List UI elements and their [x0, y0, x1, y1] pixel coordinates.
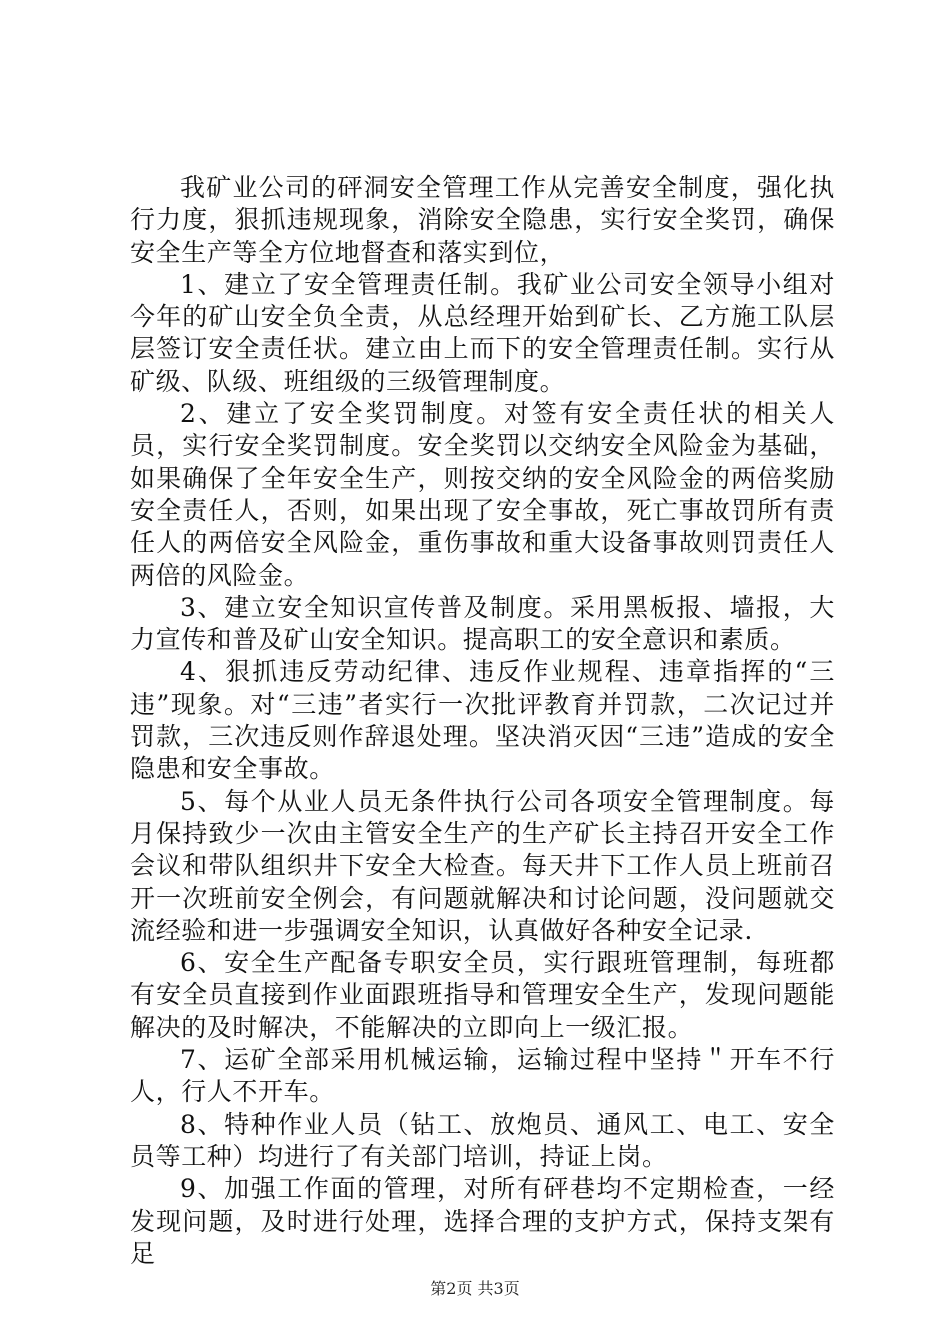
- paragraph-intro: 我矿业公司的砰洞安全管理工作从完善安全制度，强化执行力度，狠抓违规现象，消除安全隐患，实行安全奖罚，确保安全生产等全方位地督查和落实到位，: [130, 173, 835, 267]
- paragraph-item-6: 6、安全生产配备专职安全员，实行跟班管理制，每班都有安全员直接到作业面跟班指导和管理安全生产，发现问题能解决的及时解决，不能解决的立即向上一级汇报。: [130, 948, 835, 1042]
- paragraph-item-4: 4、狠抓违反劳动纪律、违反作业规程、违章指挥的“三违”现象。对“三违”者实行一次批评教育并罚款，二次记过并罚款，三次违反则作辞退处理。坚决消灭因“三违”造成的安全隐患和安全事故。: [130, 657, 835, 784]
- paragraph-item-2: 2、建立了安全奖罚制度。对签有安全责任状的相关人员，实行安全奖罚制度。安全奖罚以交纳安全风险金为基础，如果确保了全年安全生产，则按交纳的安全风险金的两倍奖励安全责任人，否则，如果出现了安全事故，死亡事故罚所有责任人的两倍安全风险金，重伤事故和重大设备事故则罚责任人两倍的风险金。: [130, 399, 835, 590]
- document-body: [130, 172, 835, 1270]
- paragraph-item-7: 7、运矿全部采用机械运输，运输过程中坚持＂开车不行人，行人不开车。: [130, 1045, 835, 1107]
- page-number-label: 第2页 共3页: [430, 1279, 520, 1298]
- paragraph-item-5: 5、每个从业人员无条件执行公司各项安全管理制度。每月保持致少一次由主管安全生产的生产矿长主持召开安全工作会议和带队组织井下安全大检查。每天井下工作人员上班前召开一次班前安全例会，有问题就解决和讨论问题，没问题就交流经验和进一步强调安全知识，认真做好各种安全记录.: [130, 786, 835, 945]
- paragraph-item-8: 8、特种作业人员（钻工、放炮员、通风工、电工、安全员等工种）均进行了有关部门培训，持证上岗。: [130, 1109, 835, 1171]
- page-footer: [0, 1276, 950, 1299]
- paragraph-item-9: 9、加强工作面的管理，对所有砰巷均不定期检查，一经发现问题，及时进行处理，选择合理的支护方式，保持支架有足: [130, 1174, 835, 1268]
- paragraph-item-1: 1、建立了安全管理责任制。我矿业公司安全领导小组对今年的矿山安全负全责，从总经理开始到矿长、乙方施工队层层签订安全责任状。建立由上而下的安全管理责任制。实行从矿级、队级、班组级的三级管理制度。: [130, 269, 835, 396]
- paragraph-item-3: 3、建立安全知识宣传普及制度。采用黑板报、墙报，大力宣传和普及矿山安全知识。提高职工的安全意识和素质。: [130, 592, 835, 655]
